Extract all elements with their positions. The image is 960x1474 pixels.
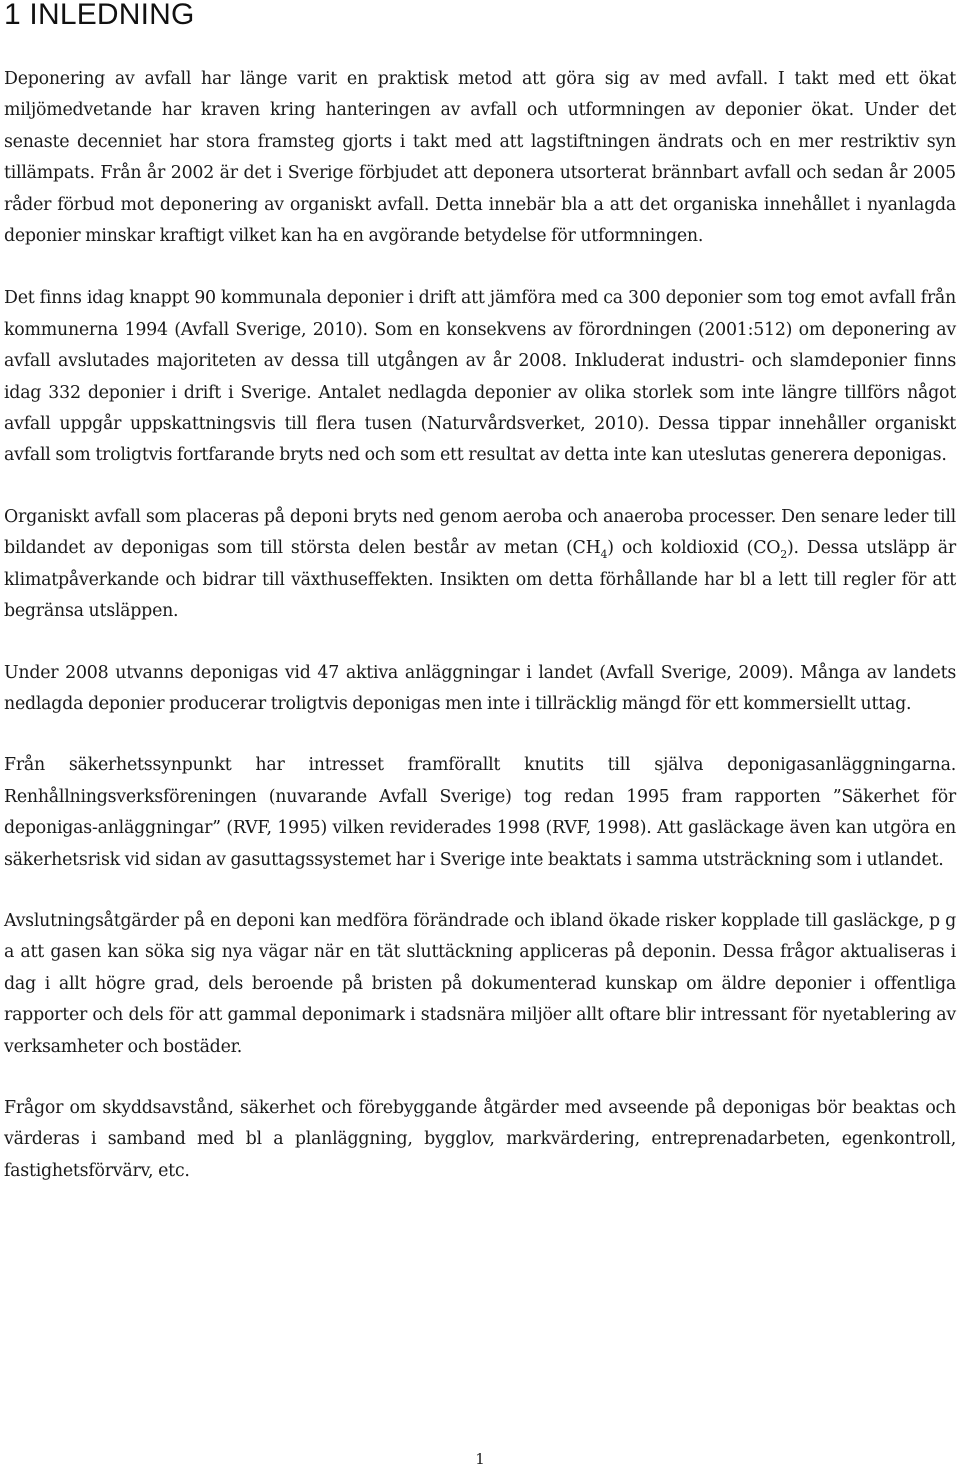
paragraph-3-part-1: Organiskt avfall som placeras på deponi bryts ned genom aeroba och anaeroba processer. Den senare leder till bildandet av deponigas som till största delen består av metan (CH <box>4 506 956 559</box>
paragraph-6: Avslutningsåtgärder på en deponi kan medföra förändrade och ibland ökade risker kopplade till gasläckge, p g a att gasen kan söka sig nya vägar när en tät sluttäckning appliceras på deponin. Dessa frågor aktualiseras i dag i allt högre grad, dels beroende på bristen på dokumenterad kunskap om äldre deponier i offentliga rapporter och dels för att gammal deponimark i stadsnära miljöer allt oftare blir intressant för nyetablering av verksamheter och bostäder. <box>4 910 956 1057</box>
paragraph-2: Det finns idag knappt 90 kommunala deponier i drift att jämföra med ca 300 deponier som tog emot avfall från kommunerna 1994 (Avfall Sverige, 2010). Som en konsekvens av förordningen (2001:512) om deponering av avfall avslutades majoriteten av dessa till utgången av år 2008. Inkluderat industri- och slamdeponier finns idag 332 deponier i drift i Sverige. Antalet nedlagda deponier av olika storlek som inte längre tillförs något avfall uppgår uppskattningsvis till flera tusen (Naturvårdsverket, 2010). Dessa tippar innehåller organiskt avfall som troligtvis fortfarande bryts ned och som ett resultat av detta inte kan uteslutas generera deponigas. <box>4 288 956 466</box>
paragraph-3 <box>4 502 956 628</box>
paragraph-1: Deponering av avfall har länge varit en praktisk metod att göra sig av med avfall. I takt med ett ökat miljömedvetande har kraven kring hanteringen av avfall och utformningen av deponier ökat. Under det senaste decenniet har stora framsteg gjorts i takt med att lagstiftningen ändrats och en mer restriktiv syn tillämpats. Från år 2002 är det i Sverige förbjudet att deponera utsorterat brännbart avfall och sedan år 2005 råder förbud mot deponering av organiskt avfall. Detta innebär bla a att det organiska innehållet i nyanlagda deponier minskar kraftigt vilket kan ha en avgörande betydelse för utformningen. <box>4 69 956 247</box>
paragraph-7: Frågor om skyddsavstånd, säkerhet och förebyggande åtgärder med avseende på deponigas bör beaktas och värderas i samband med bl a planläggning, bygglov, markvärdering, entreprenadarbeten, egenkontroll, fastighetsförvärv, etc. <box>4 1097 956 1181</box>
paragraph-4: Under 2008 utvanns deponigas vid 47 aktiva anläggningar i landet (Avfall Sverige, 2009). Många av landets nedlagda deponier producerar troligtvis deponigas men inte i tillräcklig mängd för ett kommersiellt uttag. <box>4 662 956 714</box>
carbon-dioxide-subscript: 2 <box>780 548 788 562</box>
page-number: 1 <box>475 1450 485 1468</box>
section-heading: 1 INLEDNING <box>4 0 195 31</box>
body-text <box>4 64 956 1187</box>
paragraph-3-part-2: ) och koldioxid (CO <box>607 538 781 559</box>
methane-subscript: 4 <box>600 548 608 562</box>
paragraph-3-part-3: ). Dessa utsläpp är klimatpåverkande och bidrar till växthuseffekten. Insikten om detta förhållande har bl a lett till regler för att begränsa utsläppen. <box>4 538 956 622</box>
paragraph-5: Från säkerhetssynpunkt har intresset framförallt knutits till själva deponigasanläggningarna. Renhållningsverksföreningen (nuvarande Avfall Sverige) tog redan 1995 fram rapporten ”Säkerhet för deponigas-anläggningar” (RVF, 1995) vilken reviderades 1998 (RVF, 1998). Att gasläckage även kan utgöra en säkerhetsrisk vid sidan av gasuttagssystemet har i Sverige inte beaktats i samma utsträckning som i utlandet. <box>4 755 956 870</box>
